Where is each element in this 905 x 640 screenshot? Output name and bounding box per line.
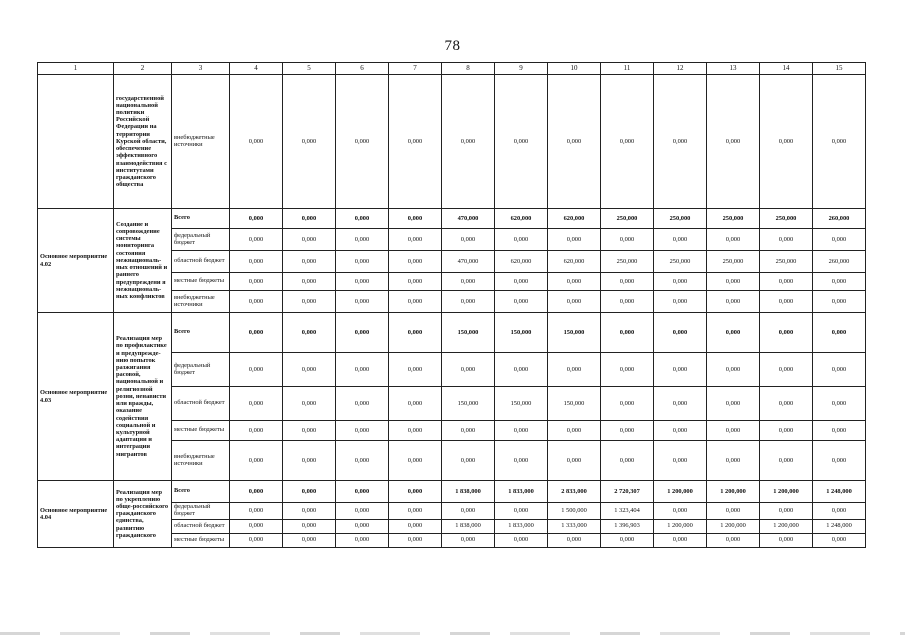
value-cell: 620,000 [495,251,548,273]
value-cell: 0,000 [336,209,389,229]
value-cell: 0,000 [495,421,548,441]
column-header: 7 [389,63,442,75]
value-cell: 0,000 [283,291,336,313]
activity-name-cell: Создание и сопровождение системы мониторинга состояния межнациональ-ных отношений и раннего предупреждени я межнациональ-ных конфликтов [114,209,172,313]
value-cell: 0,000 [389,533,442,547]
funding-source-cell: федеральный бюджет [172,229,230,251]
page-number: 78 [444,38,461,54]
value-cell: 0,000 [389,273,442,291]
value-cell: 0,000 [442,229,495,251]
value-cell: 0,000 [601,273,654,291]
value-cell: 620,000 [495,209,548,229]
value-cell: 0,000 [601,291,654,313]
value-cell: 0,000 [495,503,548,520]
value-cell: 0,000 [601,313,654,353]
value-cell: 0,000 [389,441,442,481]
value-cell: 0,000 [707,353,760,387]
value-cell: 1 200,000 [654,481,707,503]
column-header: 15 [813,63,866,75]
column-header: 3 [172,63,230,75]
value-cell: 0,000 [813,533,866,547]
value-cell: 0,000 [442,503,495,520]
value-cell: 1 323,404 [601,503,654,520]
value-cell: 0,000 [230,313,283,353]
column-header: 13 [707,63,760,75]
column-header: 2 [114,63,172,75]
value-cell: 0,000 [389,75,442,209]
column-header: 12 [654,63,707,75]
value-cell: 0,000 [283,503,336,520]
value-cell: 250,000 [654,209,707,229]
value-cell: 0,000 [336,519,389,533]
value-cell: 0,000 [707,533,760,547]
value-cell: 0,000 [813,387,866,421]
value-cell: 0,000 [336,481,389,503]
value-cell: 0,000 [230,209,283,229]
value-cell: 0,000 [654,229,707,251]
value-cell: 0,000 [654,421,707,441]
value-cell: 0,000 [548,273,601,291]
value-cell: 0,000 [336,251,389,273]
value-cell: 0,000 [813,313,866,353]
value-cell: 0,000 [760,353,813,387]
value-cell: 0,000 [336,533,389,547]
column-header: 9 [495,63,548,75]
value-cell: 0,000 [389,353,442,387]
value-cell: 0,000 [760,533,813,547]
value-cell: 470,000 [442,209,495,229]
funding-source-cell: Всего [172,481,230,503]
value-cell: 260,000 [813,209,866,229]
activity-cell: Основное мероприятие 4.03 [38,313,114,481]
value-cell: 0,000 [336,273,389,291]
value-cell: 0,000 [654,313,707,353]
table-row [38,209,866,229]
budget-table [37,62,866,548]
value-cell: 0,000 [336,229,389,251]
scan-artifact [0,632,905,635]
funding-source-cell: местные бюджеты [172,533,230,547]
value-cell: 0,000 [495,291,548,313]
column-header: 14 [760,63,813,75]
value-cell: 0,000 [389,291,442,313]
value-cell: 150,000 [495,387,548,421]
value-cell: 0,000 [336,313,389,353]
value-cell: 0,000 [389,519,442,533]
value-cell: 0,000 [813,291,866,313]
value-cell: 1 200,000 [654,519,707,533]
value-cell: 0,000 [230,273,283,291]
value-cell: 1 838,000 [442,481,495,503]
value-cell: 0,000 [230,481,283,503]
funding-source-cell: внебюджетные источники [172,75,230,209]
value-cell: 0,000 [283,533,336,547]
value-cell: 0,000 [707,291,760,313]
value-cell: 0,000 [230,229,283,251]
value-cell: 250,000 [707,209,760,229]
value-cell: 2 833,000 [548,481,601,503]
value-cell: 0,000 [283,353,336,387]
value-cell: 0,000 [548,229,601,251]
table-row [38,481,866,503]
value-cell: 1 200,000 [707,519,760,533]
value-cell: 1 200,000 [707,481,760,503]
funding-source-cell: местные бюджеты [172,273,230,291]
value-cell: 0,000 [495,353,548,387]
value-cell: 150,000 [548,387,601,421]
value-cell: 0,000 [813,229,866,251]
activity-cell: Основное мероприятие 4.02 [38,209,114,313]
value-cell: 1 833,000 [495,481,548,503]
header-row [38,63,866,75]
column-header: 11 [601,63,654,75]
value-cell: 150,000 [442,387,495,421]
value-cell: 0,000 [442,441,495,481]
value-cell: 0,000 [813,421,866,441]
value-cell: 0,000 [230,533,283,547]
value-cell: 0,000 [601,533,654,547]
value-cell: 0,000 [389,421,442,441]
activity-cell: Основное мероприятие 4.04 [38,481,114,548]
value-cell: 0,000 [389,251,442,273]
value-cell: 1 838,000 [442,519,495,533]
column-header: 10 [548,63,601,75]
value-cell: 0,000 [336,441,389,481]
value-cell: 0,000 [707,387,760,421]
value-cell: 0,000 [283,75,336,209]
funding-source-cell: внебюджетные источники [172,441,230,481]
value-cell: 0,000 [336,291,389,313]
value-cell: 250,000 [707,251,760,273]
activity-cell [38,75,114,209]
value-cell: 1 248,000 [813,519,866,533]
value-cell: 0,000 [283,441,336,481]
funding-source-cell: федеральный бюджет [172,503,230,520]
value-cell: 0,000 [230,75,283,209]
value-cell: 0,000 [336,353,389,387]
value-cell: 0,000 [495,75,548,209]
value-cell: 0,000 [601,353,654,387]
value-cell: 1 396,903 [601,519,654,533]
value-cell: 0,000 [813,75,866,209]
value-cell: 0,000 [283,273,336,291]
value-cell: 0,000 [283,229,336,251]
value-cell: 0,000 [707,273,760,291]
value-cell: 620,000 [548,209,601,229]
value-cell: 0,000 [654,291,707,313]
activity-name-cell: Реализация мер по профилактике и предупрежде-нию попыток разжигания расовой, национальной и религиозной розни, ненависти или вражды, оказание содействия социальной и культурной адаптации и интеграции мигрантов [114,313,172,481]
value-cell: 0,000 [336,421,389,441]
value-cell: 0,000 [283,421,336,441]
value-cell: 0,000 [707,75,760,209]
value-cell: 0,000 [707,313,760,353]
value-cell: 0,000 [654,387,707,421]
table-row [38,313,866,353]
value-cell: 0,000 [760,421,813,441]
value-cell: 150,000 [442,313,495,353]
value-cell: 250,000 [601,209,654,229]
value-cell: 0,000 [389,209,442,229]
value-cell: 0,000 [230,251,283,273]
value-cell: 1 500,000 [548,503,601,520]
funding-source-cell: федеральный бюджет [172,353,230,387]
value-cell: 0,000 [548,533,601,547]
value-cell: 0,000 [654,533,707,547]
value-cell: 0,000 [230,441,283,481]
value-cell: 620,000 [548,251,601,273]
value-cell: 1 200,000 [760,481,813,503]
value-cell: 0,000 [601,421,654,441]
value-cell: 0,000 [495,533,548,547]
value-cell: 0,000 [442,353,495,387]
value-cell: 0,000 [813,503,866,520]
value-cell: 0,000 [707,421,760,441]
value-cell: 0,000 [813,353,866,387]
value-cell: 250,000 [760,209,813,229]
value-cell: 1 248,000 [813,481,866,503]
column-header: 6 [336,63,389,75]
value-cell: 0,000 [389,387,442,421]
value-cell: 0,000 [283,387,336,421]
value-cell: 0,000 [230,503,283,520]
activity-name-cell: Реализация мер по укреплению обще-российского гражданского единства, развитию гражданского [114,481,172,548]
value-cell: 0,000 [336,503,389,520]
value-cell: 0,000 [495,273,548,291]
value-cell: 150,000 [495,313,548,353]
value-cell: 0,000 [283,209,336,229]
value-cell: 250,000 [601,251,654,273]
value-cell: 0,000 [760,229,813,251]
value-cell: 0,000 [442,273,495,291]
value-cell: 0,000 [230,291,283,313]
value-cell: 0,000 [283,313,336,353]
value-cell: 0,000 [442,421,495,441]
value-cell: 0,000 [760,291,813,313]
funding-source-cell: областной бюджет [172,387,230,421]
value-cell: 0,000 [760,313,813,353]
column-header: 8 [442,63,495,75]
column-header: 1 [38,63,114,75]
value-cell: 0,000 [548,441,601,481]
value-cell: 0,000 [707,229,760,251]
funding-source-cell: местные бюджеты [172,421,230,441]
funding-source-cell: внебюджетные источники [172,291,230,313]
value-cell: 1 333,000 [548,519,601,533]
value-cell: 0,000 [601,229,654,251]
column-header: 5 [283,63,336,75]
value-cell: 0,000 [601,441,654,481]
value-cell: 0,000 [389,229,442,251]
value-cell: 0,000 [654,441,707,481]
value-cell: 1 200,000 [760,519,813,533]
value-cell: 250,000 [654,251,707,273]
value-cell: 150,000 [548,313,601,353]
value-cell: 0,000 [760,273,813,291]
value-cell: 0,000 [230,421,283,441]
funding-source-cell: областной бюджет [172,519,230,533]
value-cell: 0,000 [389,481,442,503]
value-cell: 0,000 [336,387,389,421]
value-cell: 0,000 [654,503,707,520]
value-cell: 0,000 [336,75,389,209]
value-cell: 0,000 [601,75,654,209]
value-cell: 0,000 [230,353,283,387]
value-cell: 0,000 [548,353,601,387]
value-cell: 0,000 [813,273,866,291]
value-cell: 0,000 [283,519,336,533]
value-cell: 0,000 [389,503,442,520]
value-cell: 0,000 [548,421,601,441]
value-cell: 0,000 [760,75,813,209]
value-cell: 0,000 [707,503,760,520]
value-cell: 0,000 [495,441,548,481]
value-cell: 0,000 [760,503,813,520]
value-cell: 0,000 [283,251,336,273]
value-cell: 0,000 [601,387,654,421]
value-cell: 0,000 [442,291,495,313]
value-cell: 0,000 [654,273,707,291]
value-cell: 0,000 [389,313,442,353]
value-cell: 0,000 [548,291,601,313]
funding-source-cell: Всего [172,209,230,229]
value-cell: 0,000 [283,481,336,503]
activity-name-cell: государственной национальной политики Российской Федерации на территории Курской области, обеспечение эффективного взаимодействия с институтами гражданского общества [114,75,172,209]
value-cell: 250,000 [760,251,813,273]
value-cell: 0,000 [707,441,760,481]
funding-source-cell: Всего [172,313,230,353]
value-cell: 2 720,307 [601,481,654,503]
value-cell: 470,000 [442,251,495,273]
value-cell: 0,000 [760,387,813,421]
value-cell: 1 833,000 [495,519,548,533]
value-cell: 0,000 [230,387,283,421]
value-cell: 0,000 [654,75,707,209]
value-cell: 260,000 [813,251,866,273]
value-cell: 0,000 [760,441,813,481]
value-cell: 0,000 [654,353,707,387]
value-cell: 0,000 [442,75,495,209]
column-header: 4 [230,63,283,75]
value-cell: 0,000 [813,441,866,481]
funding-source-cell: областной бюджет [172,251,230,273]
value-cell: 0,000 [495,229,548,251]
value-cell: 0,000 [548,75,601,209]
value-cell: 0,000 [230,519,283,533]
value-cell: 0,000 [442,533,495,547]
table-row [38,75,866,209]
